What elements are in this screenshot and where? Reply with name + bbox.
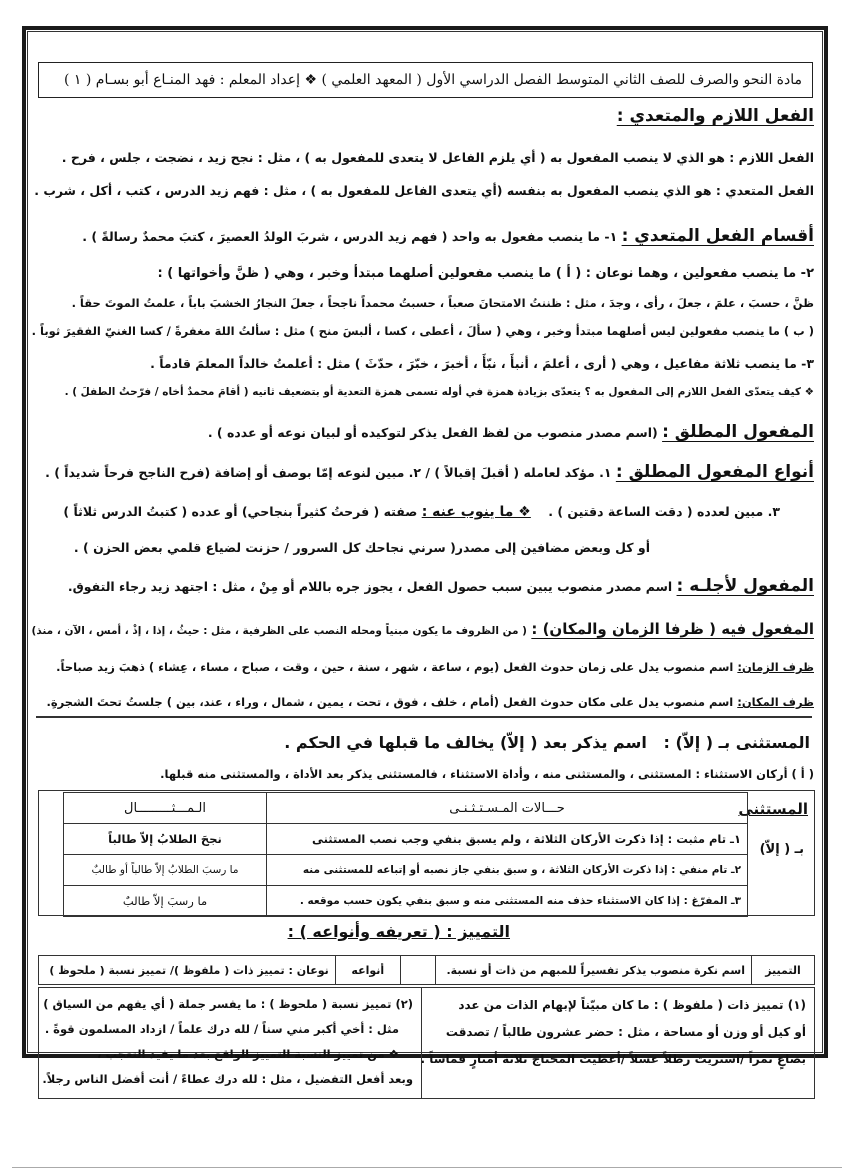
- tamyiz-nisba-line: (٢) تمييز نسبة ( ملحوظ ) : ما يفسر جملة ( أي يفهم من السياق ): [43, 997, 413, 1011]
- heading-mustathna: المستثنى بـ ( إلاّ) :: [663, 733, 810, 752]
- tamyiz-types-cell: نوعان : تمييز ذات ( ملفوظ )/ تمييز نسبة ( ملحوظ ): [39, 956, 336, 985]
- makan-text: اسم منصوب يدل على مكان حدوث الفعل (أمام ، خلف ، فوق ، تحت ، يمين ، شمال ، وراء ، عند، بين ) جلستُ تحتَ الشجرةِ.: [46, 695, 734, 709]
- aqsam-item-2-b: ( ب ) ما ينصب مفعولين ليس أصلهما مبتدأ وخبر ، وهي ( سألَ ، أعطى ، كسا ، ألبسَ منح ) مثل : سألتُ اللهَ مغفرةً / كسا الغنيّ الفقيرَ ثوباً .: [31, 324, 814, 338]
- tamyiz-nisba-column: [39, 988, 421, 1098]
- table-header-row: [64, 793, 748, 824]
- tamyiz-types-label-cell: أنواعه: [335, 956, 400, 985]
- tamyiz-table: [38, 955, 815, 985]
- aqsam-item-2-head: ٢- ما ينصب مفعولين ، وهما نوعان : ( أ ) ما ينصب مفعولين أصلهما مبتدأ وخبر ، وهي ( ظنَّ وأخواتها ) :: [157, 266, 814, 281]
- mutlaq-types-1-2: ١. مؤكد لعامله ( أقبلَ إقبالاً ) / ٢. مبين لنوعه إمّا بوصف أو إضافة (فرح الناجح فرحاً شديداً ) .: [45, 465, 612, 480]
- heading-aqsam: أقسام الفعل المتعدي :: [621, 226, 814, 246]
- tamyiz-definition-cell: اسم نكرة منصوب يذكر تفسيراً للمبهم من ذات أو نسبة.: [435, 956, 751, 985]
- naib-text: صفته ( فرحتُ كثيراً بنجاحي) أو عدده ( كتبتُ الدرس ثلاثاً ): [63, 504, 418, 519]
- heading-lazim-mutaaddi: الفعل اللازم والمتعدي :: [616, 106, 814, 126]
- scan-edge-line: [12, 1167, 842, 1168]
- taadiya-note: ❖ كيف يتعدّى الفعل اللازم إلى المفعول به ؟ يتعدّى بزيادة همزة في أوله تسمى همزة التعدية أو بتضعيف ثانيه ( أقامَ محمدٌ أخاه / فرّحتُ الطفلَ ) .: [64, 386, 814, 398]
- zaman-text: اسم منصوب يدل على زمان حدوث الفعل (يوم ، ساعة ، شهر ، سنة ، حين ، وقت ، صباح ، مساء ، عِشاء ) ذهبَ زيد صباحاً.: [56, 660, 734, 674]
- example-cell: نجحَ الطلابُ إلاّ طالباً: [64, 824, 267, 855]
- case-cell: ٢ـ تام منفي : إذا ذكرت الأركان الثلاثة ، و سبق بنفي جاز نصبه أو إتباعه للمستثنى منه: [267, 855, 748, 886]
- tamyiz-dhat-line: بصاعٍ تمراً /اشتريت رطلاً عسلاً /أعطيت المحتاج ثلاثةَ أمتارٍ قماشاً .: [420, 1052, 806, 1066]
- mutlaq-types-line: [45, 462, 814, 482]
- mustathna-definition: اسم يذكر بعد ( إلاّ) يخالف ما قبلها في الحكم .: [284, 733, 647, 752]
- header-text: مادة النحو والصرف للصف الثاني المتوسط الفصل الدراسي الأول ( المعهد العلمي ) ❖ إعداد المعلم : فهد المنـاع أبو بسـام ( ١ ): [63, 72, 802, 88]
- makan-label: ظرف المكان:: [737, 695, 814, 709]
- table-row: [64, 824, 748, 855]
- example-cell: ما رسبَ الطلابُ إلاّ طالباً أو طالبٌ: [64, 855, 267, 886]
- mutlaq-type-3: ٣. مبين لعدده ( دقت الساعة دقتين ) .: [548, 504, 780, 519]
- zaman-label: ظرف الزمان:: [737, 660, 814, 674]
- tamyiz-nisba-line: مثل : أخي أكبر مني سناً / لله درك علماً / ازداد المسلمون قوةً .: [44, 1022, 399, 1036]
- table-row: [64, 886, 748, 917]
- mutlaq-type3-line: [63, 504, 780, 520]
- fih-text: ( من الظروف ما يكون مبنياً ومحله النصب على الظرفية ، مثل : حيثُ ، إذا ، إذْ ، أمس ، الآن ، منذ): [31, 625, 527, 637]
- mutlaq-kull: أو كل وبعض مضافين إلى مصدر( سرني نجاحك كل السرور / حزنت لضياع قلمي بعض الحزن ) .: [73, 540, 650, 555]
- example-cell: ما رسبَ إلاّ طالبٌ: [64, 886, 267, 917]
- section-divider: [36, 716, 812, 718]
- naib-label: ❖ ما ينوب عنه :: [421, 504, 531, 520]
- tamyiz-dhat-column: [419, 988, 814, 1098]
- aqsam-item-3: ٣- ما ينصب ثلاثة مفاعيل ، وهي ( أرى ، أعلمَ ، أنبأَ ، نبّأَ ، أخبرَ ، خبّرَ ، حدّثَ ) مثل : أعلمتُ خالداً المعلمَ قادماً .: [150, 356, 814, 371]
- heading-mutlaq-types: أنواع المفعول المطلق :: [615, 462, 814, 482]
- tamyiz-label-cell: التمييز: [752, 956, 815, 985]
- header-cases: حـــالات المـسـتـثـنـى: [267, 793, 748, 824]
- mustathna-arkan: ( أ ) أركان الاستثناء : المستثنى ، والمستثنى منه ، وأداة الاستثناء ، فالمستثنى يذكر بعد الأداة ، والمستثنى منه قبلها.: [160, 767, 814, 781]
- mustathna-line: [284, 733, 810, 752]
- case-cell: ١ـ تام مثبت : إذا ذكرت الأركان الثلاثة ، ولم يسبق بنفي وجب نصب المستثنى: [267, 824, 748, 855]
- ajlih-line: [68, 576, 814, 596]
- column-divider: [421, 988, 422, 1098]
- mutlaq-line: [208, 422, 814, 442]
- tamyiz-nisba-line: ❖ من تمييز النسبة التمييز الواقع بعد ما يفيد التعجب ،: [97, 1047, 399, 1061]
- aqsam-item-2-a: ظنَّ ، حسبَ ، علمَ ، جعلَ ، رأى ، وجدَ ، مثل : ظننتُ الامتحانَ صعباً ، حسبتُ محمداً ناجحاً ، جعلَ النجارُ الخشبَ باباً ، علمتُ الموتَ حقاً .: [71, 296, 814, 310]
- aqsam-item-1: ١- ما ينصب مفعول به واحد ( فهم زيد الدرس ، شربَ الولدُ العصيرَ ، كتبَ محمدٌ رسالةً ) .: [82, 229, 618, 244]
- fih-line: [32, 620, 814, 638]
- tamyiz-empty-cell: [400, 956, 435, 985]
- zaman-line: [56, 660, 814, 674]
- mutlaq-definition: (اسم مصدر منصوب من لفظ الفعل يذكر لتوكيده أو لبيان نوعه أو عدده ) .: [207, 425, 658, 440]
- tamyiz-types-box: [38, 987, 815, 1099]
- makan-line: [46, 695, 814, 709]
- heading-mutlaq: المفعول المطلق :: [662, 422, 814, 442]
- table-row: [39, 956, 815, 985]
- def-lazim: الفعل اللازم : هو الذي لا ينصب المفعول به ( أي يلزم الفاعل لا يتعدى للمفعول به ) ، مثل : نجح زيد ، نضجت ، جلس ، فرح .: [61, 150, 814, 165]
- heading-ajlih: المفعول لأجلـه :: [676, 576, 814, 596]
- mustathna-table: [63, 792, 748, 917]
- document-header: [38, 62, 813, 98]
- def-mutaaddi: الفعل المتعدي : هو الذي ينصب المفعول به بنفسه (أي يتعدى الفاعل للمفعول به ) ، مثل : فهم زيد الدرس ، كتب ، أكل ، شرب .: [34, 183, 814, 198]
- heading-tamyiz: التمييز : ( تعريفه وأنواعه ) :: [287, 922, 510, 941]
- header-example: الـمـــثـــــــــال: [64, 793, 267, 824]
- case-cell: ٣ـ المفرّغ : إذا كان الاستثناء حذف منه المستثنى منه و سبق بنفي يكون حسب موقعه .: [267, 886, 748, 917]
- mustathna-side-label: المستثنى: [738, 800, 808, 818]
- aqsam-line: [82, 226, 814, 246]
- mustathna-side-label-2: بـ ( إلاّ): [759, 842, 804, 857]
- table-row: [64, 855, 748, 886]
- heading-fih: المفعول فيه ( ظرفا الزمان والمكان) :: [531, 620, 814, 638]
- ajlih-text: اسم مصدر منصوب يبين سبب حصول الفعل ، يجوز جره باللام أو مِنْ ، مثل : اجتهد زيد رجاء التفوق.: [67, 579, 673, 594]
- tamyiz-dhat-line: (١) تمييز ذات ( ملفوظ ) : ما كان مبيّناً لإبهام الذات من عدد: [458, 998, 806, 1012]
- tamyiz-dhat-line: أو كيل أو وزن أو مساحة ، مثل : حضر عشرون طالباً / تصدقت: [445, 1025, 806, 1039]
- tamyiz-nisba-line: وبعد أفعل التفضيل ، مثل : لله درك عطاءً / أنت أفضل الناس رجلاً.: [42, 1072, 413, 1086]
